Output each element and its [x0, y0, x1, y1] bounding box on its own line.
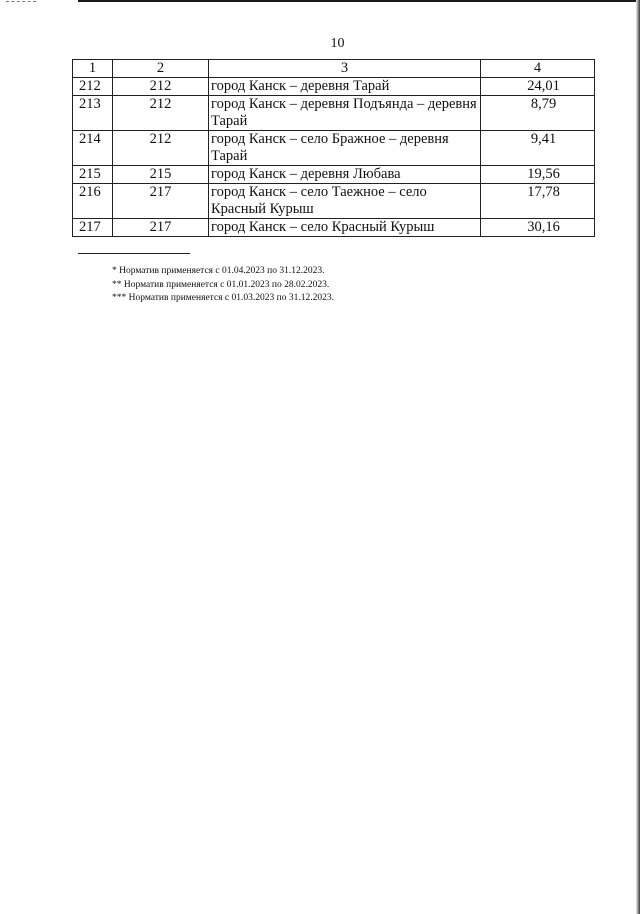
table-header-row: [73, 60, 595, 78]
table-cell-c3: город Канск – село Бражное – деревня Тарай: [209, 131, 481, 166]
table-cell-c4: 9,41: [481, 131, 595, 166]
column-header: 2: [113, 60, 209, 78]
table-cell-c4: 19,56: [481, 166, 595, 184]
scan-right-edge: [636, 0, 640, 914]
column-header: 3: [209, 60, 481, 78]
footnote: *** Норматив применяется с 01.03.2023 по 31.12.2023.: [112, 293, 334, 303]
table-cell-c1: 215: [73, 166, 113, 184]
column-header: 1: [73, 60, 113, 78]
footnote-separator: [78, 253, 190, 254]
table-cell-c3: город Канск – деревня Тарай: [209, 78, 481, 96]
table-row: [73, 131, 595, 166]
routes-table: [72, 59, 595, 237]
table-body: [73, 78, 595, 237]
table-cell-c4: 17,78: [481, 184, 595, 219]
footnote: * Норматив применяется с 01.04.2023 по 31.12.2023.: [112, 266, 325, 276]
table-cell-c2: 212: [113, 78, 209, 96]
table-cell-c1: 213: [73, 96, 113, 131]
table-cell-c2: 212: [113, 131, 209, 166]
column-header: 4: [481, 60, 595, 78]
table-cell-c3: город Канск – село Таежное – село Красный Курыш: [209, 184, 481, 219]
footnote: ** Норматив применяется с 01.01.2023 по 28.02.2023.: [112, 279, 330, 290]
table-cell-c4: 24,01: [481, 78, 595, 96]
table-cell-c1: 217: [73, 219, 113, 237]
table-cell-c2: 217: [113, 184, 209, 219]
table-row: [73, 166, 595, 184]
table-row: [73, 78, 595, 96]
table-cell-c3: город Канск – деревня Любава: [209, 166, 481, 184]
table-cell-c2: 215: [113, 166, 209, 184]
table-cell-c1: 212: [73, 78, 113, 96]
table-row: [73, 219, 595, 237]
table-row: [73, 184, 595, 219]
table-cell-c4: 30,16: [481, 219, 595, 237]
scan-top-edge: [78, 0, 640, 2]
footnotes: [112, 265, 334, 306]
table-cell-c3: город Канск – деревня Подъянда – деревня Тарай: [209, 96, 481, 131]
table-cell-c1: 214: [73, 131, 113, 166]
table-cell-c1: 216: [73, 184, 113, 219]
scan-edge-mark: [6, 1, 36, 2]
page-number: 10: [330, 36, 345, 51]
table-row: [73, 96, 595, 131]
table-cell-c2: 217: [113, 219, 209, 237]
table-cell-c2: 212: [113, 96, 209, 131]
table-cell-c4: 8,79: [481, 96, 595, 131]
table-cell-c3: город Канск – село Красный Курыш: [209, 219, 481, 237]
